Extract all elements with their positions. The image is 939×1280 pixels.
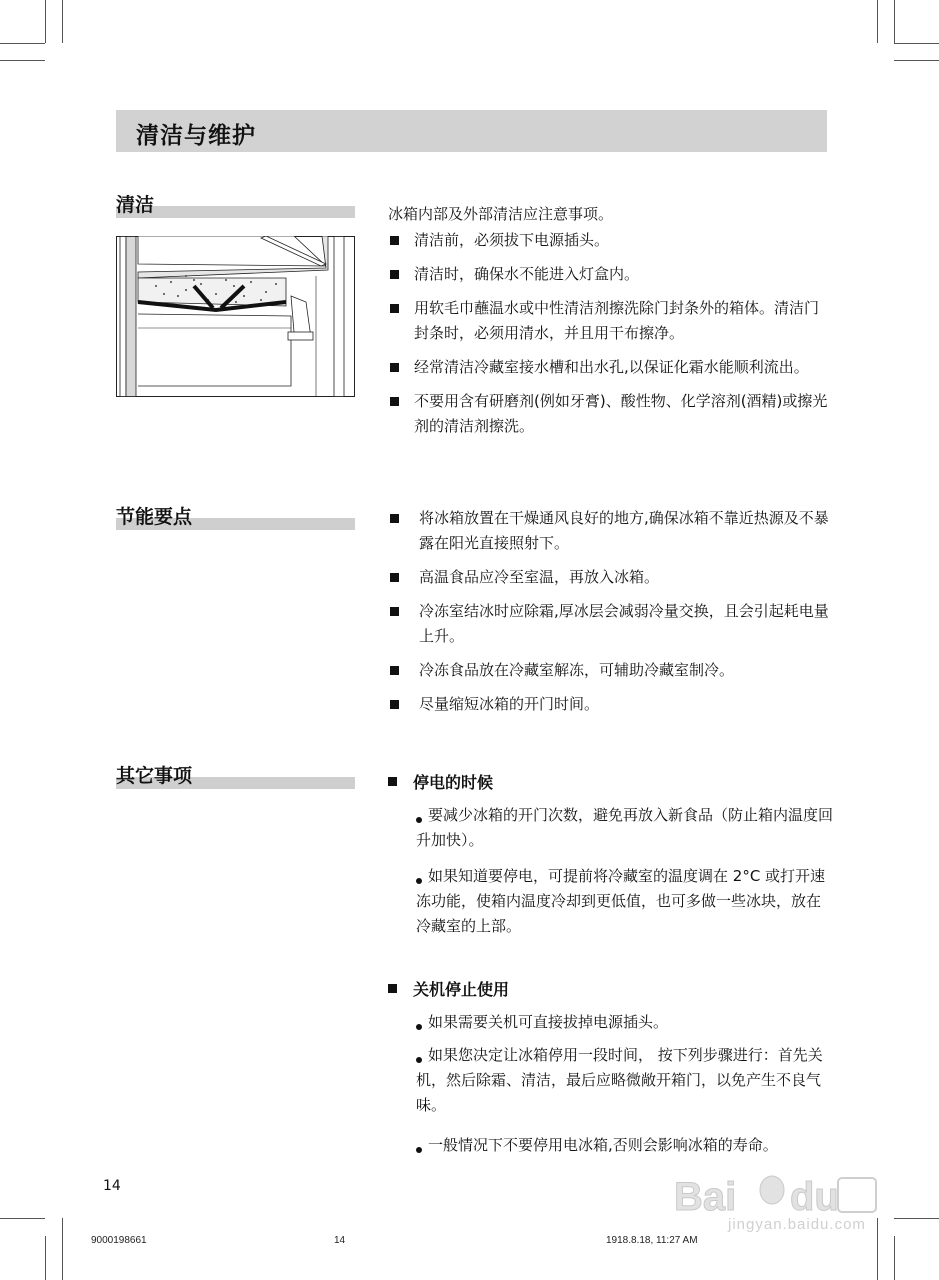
bullet-dot-icon (416, 1057, 422, 1063)
bullet-square-icon (390, 666, 399, 675)
section-label-energy (116, 506, 355, 530)
power-outage-point: 如果知道要停电，可提前将冷藏室的温度调在 2°C 或打开速冻功能，使箱内温度冷却到更低值，也可多做一些冰块，放在冷藏室的上部。 (416, 867, 826, 935)
crop-mark (877, 0, 878, 43)
bullet-square-icon (390, 270, 399, 279)
crop-mark (894, 1218, 939, 1219)
cleaning-list (388, 228, 833, 448)
bullet-dot-icon (416, 878, 422, 884)
fridge-cleaning-illustration (116, 236, 355, 397)
cleaning-intro: 冰箱内部及外部清洁应注意事项。 (388, 205, 614, 223)
list-item: 不要用含有研磨剂(例如牙膏)、酸性物、化学溶剂(酒精)或擦光剂的清洁剂擦洗。 (388, 389, 833, 439)
section-label-text: 节能要点 (116, 506, 193, 528)
power-outage-heading: 停电的时候 (388, 770, 493, 793)
list-item: 经常清洁冷藏室接水槽和出水孔,以保证化霜水能顺利流出。 (388, 355, 833, 380)
shutdown-point: 如果您决定让冰箱停用一段时间， 按下列步骤进行：首先关机，然后除霜、清洁，最后应略微敞开箱门，以免产生不良气味。 (416, 1046, 823, 1114)
list-item: 冷冻室结冰时应除霜,厚冰层会减弱冷量交换，且会引起耗电量上升。 (388, 599, 833, 649)
section-header-bar (116, 110, 827, 152)
section-label-cleaning (116, 194, 355, 218)
bullet-dot-icon (416, 1147, 422, 1153)
crop-mark (894, 43, 939, 44)
list-item: 清洁前，必须拔下电源插头。 (388, 228, 833, 253)
crop-mark (45, 0, 46, 43)
svg-text:du: du (790, 1175, 839, 1219)
bullet-square-icon (390, 514, 399, 523)
page-title: 清洁与维护 (136, 123, 256, 149)
bullet-square-icon (390, 397, 399, 406)
power-outage-point: 要减少冰箱的开门次数，避免再放入新食品（防止箱内温度回升加快）。 (416, 806, 834, 849)
bullet-dot-icon (416, 817, 422, 823)
bullet-square-icon (390, 700, 399, 709)
shutdown-point: 一般情况下不要停用电冰箱,否则会影响冰箱的寿命。 (416, 1133, 834, 1158)
footer-page: 14 (334, 1235, 346, 1246)
list-item: 用软毛巾蘸温水或中性清洁剂擦洗除门封条外的箱体。清洁门封条时，必须用清水，并且用干布擦净。 (388, 296, 833, 346)
bullet-dot-icon (416, 1024, 422, 1030)
list-item: 冷冻食品放在冷藏室解冻，可辅助冷藏室制冷。 (388, 658, 833, 683)
bullet-square-icon (388, 777, 397, 786)
crop-mark (45, 1236, 46, 1280)
list-item: 尽量缩短冰箱的开门时间。 (388, 692, 833, 717)
crop-mark (62, 1218, 63, 1280)
svg-text:Bai: Bai (674, 1175, 737, 1219)
footer-date: 1918.8.18, 11:27 AM (606, 1235, 698, 1246)
energy-list (388, 506, 833, 726)
page-number: 14 (103, 1178, 121, 1194)
footer-doc-id: 9000198661 (91, 1235, 147, 1246)
list-item: 将冰箱放置在干燥通风良好的地方,确保冰箱不靠近热源及不暴露在阳光直接照射下。 (388, 506, 833, 556)
watermark-site: jingyan.baidu.com (728, 1216, 866, 1233)
section-label-text: 其它事项 (116, 765, 193, 787)
bullet-square-icon (390, 607, 399, 616)
crop-mark (62, 0, 63, 43)
bullet-square-icon (390, 363, 399, 372)
crop-mark (894, 60, 939, 61)
crop-mark (0, 60, 45, 61)
crop-mark (894, 1236, 895, 1280)
list-item: 清洁时，确保水不能进入灯盒内。 (388, 262, 833, 287)
list-item: 高温食品应冷至室温，再放入冰箱。 (388, 565, 833, 590)
crop-mark (0, 43, 45, 44)
bullet-square-icon (388, 984, 397, 993)
baidu-jingyan-watermark-logo (668, 1162, 883, 1248)
bullet-square-icon (390, 573, 399, 582)
bullet-square-icon (390, 304, 399, 313)
crop-mark (0, 1218, 45, 1219)
bullet-square-icon (390, 236, 399, 245)
crop-mark (894, 0, 895, 43)
section-label-text: 清洁 (116, 194, 155, 216)
shutdown-heading: 关机停止使用 (388, 977, 509, 1000)
section-label-other (116, 765, 355, 789)
shutdown-point: 如果需要关机可直接拔掉电源插头。 (416, 1010, 834, 1035)
